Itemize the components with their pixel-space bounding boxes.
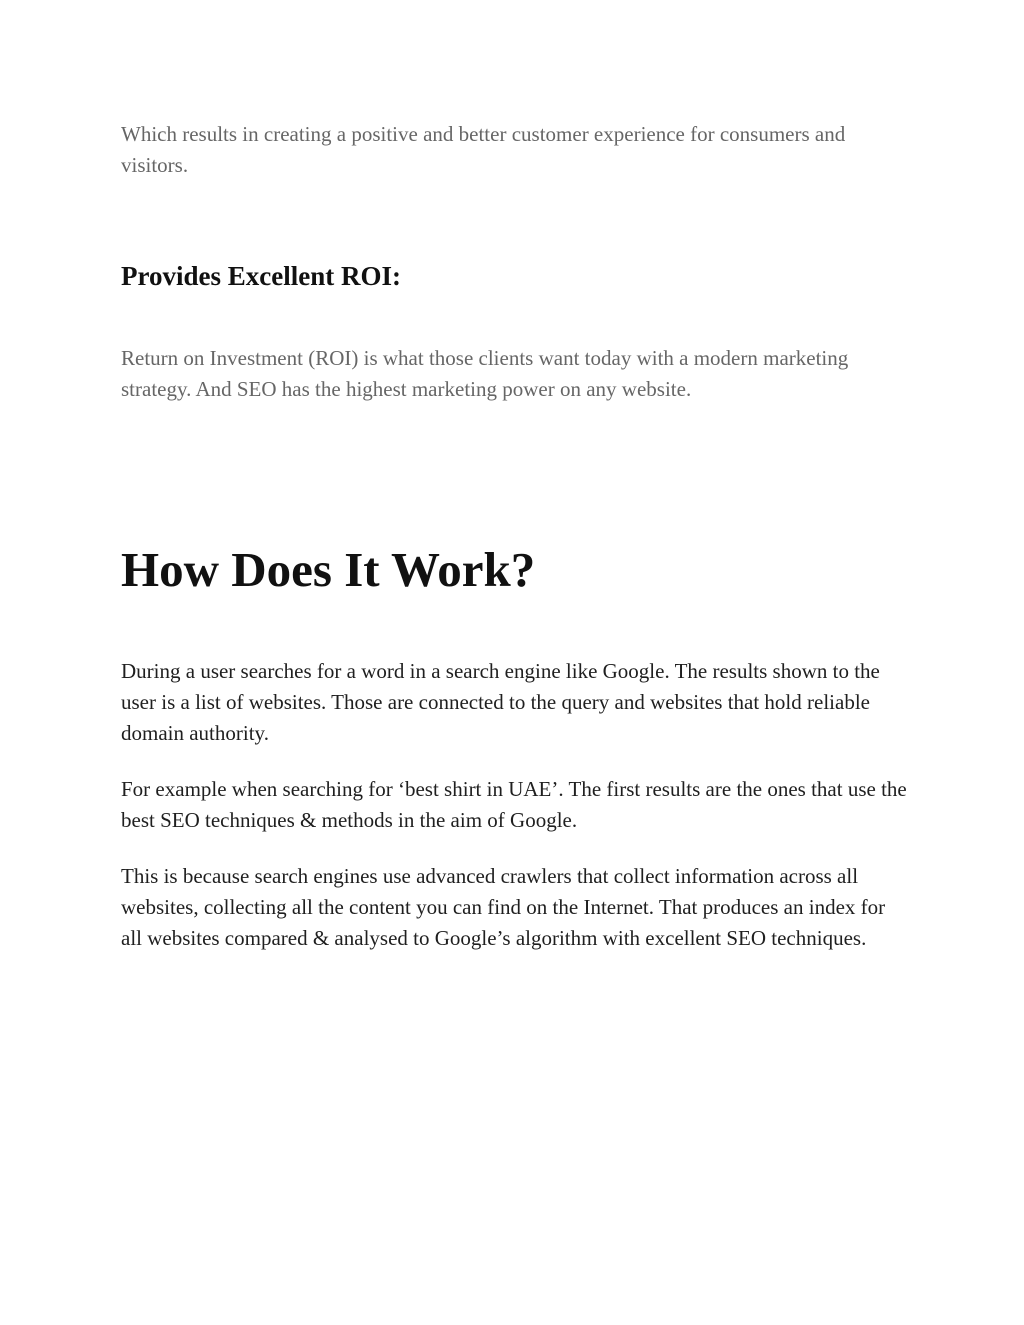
how-paragraph-crawlers: This is because search engines use advanced crawlers that collect information across all websites, collecting all the content you can find on the Internet. That produces an index for all websites compared & analysed to Google’s algorithm with excellent SEO techniques. xyxy=(121,864,886,950)
roi-section-heading: Provides Excellent ROI: xyxy=(121,261,401,291)
how-paragraph-search-results: During a user searches for a word in a search engine like Google. The results shown to the user is a list of websites. Those are connected to the query and websites that hold reliable domain authority. xyxy=(121,659,880,745)
roi-paragraph: Return on Investment (ROI) is what those clients want today with a modern marketing strategy. And SEO has the highest marketing power on any website. xyxy=(121,346,849,401)
intro-paragraph: Which results in creating a positive and better customer experience for consumers and visitors. xyxy=(121,122,846,177)
how-section-heading: How Does It Work? xyxy=(121,542,536,597)
how-paragraph-example: For example when searching for ‘best shirt in UAE’. The first results are the ones that use the best SEO techniques & methods in the aim of Google. xyxy=(121,777,907,832)
